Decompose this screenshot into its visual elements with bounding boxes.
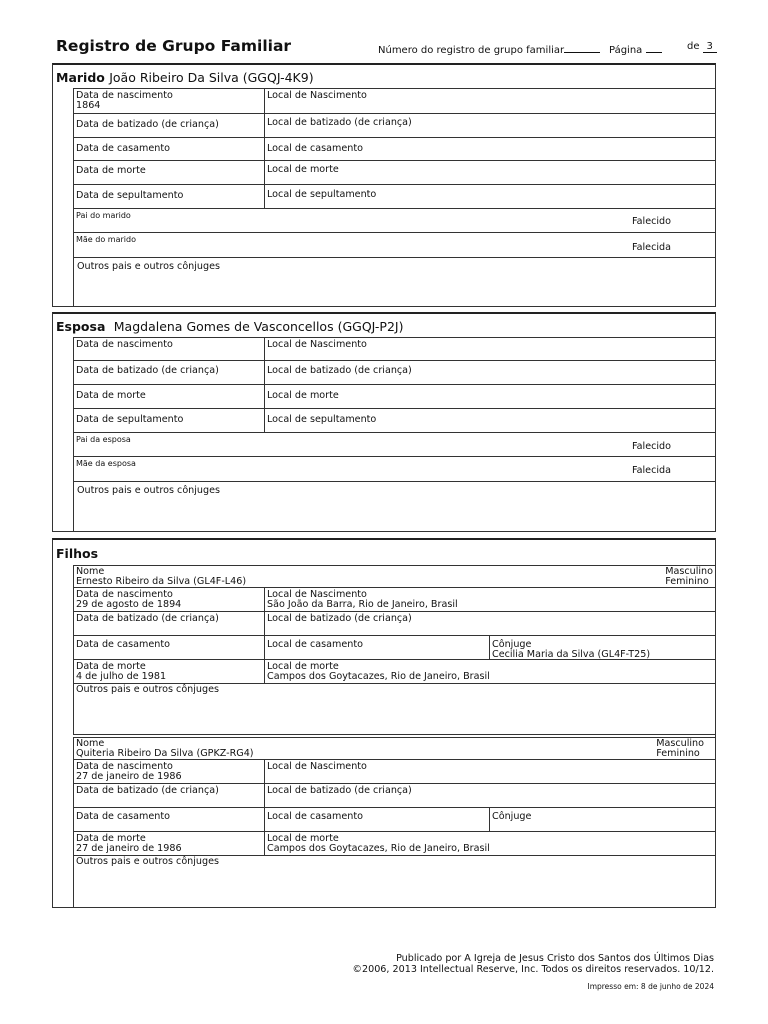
child-2-other-parents-label: Outros pais e outros cônjuges [76,856,220,867]
husband-burial-place-field[interactable]: Local de sepultamento [267,189,377,200]
husband-marriage-place-field[interactable]: Local de casamento [267,143,363,154]
page-number-field[interactable] [609,41,662,56]
child-1-birth-place-field[interactable]: Local de Nascimento São João da Barra, Rio de Janeiro, Brasil [267,589,458,610]
child-2-birth-place-field[interactable]: Local de Nascimento [267,761,367,772]
child-1-name-row[interactable]: Nome Ernesto Ribeiro da Silva (GL4F-L46) Masculino Feminino [76,566,713,587]
husband-other-row[interactable] [74,258,715,309]
wife-death-date-field[interactable]: Data de morte [74,385,265,408]
wife-mother-deceased[interactable]: Falecida [632,465,671,476]
children-heading: Filhos [56,546,99,561]
wife-mother-row[interactable] [74,457,715,482]
wife-burial-row [74,409,715,433]
footer-printed-date: Impresso em: 8 de junho de 2024 [587,982,714,991]
wife-father-deceased[interactable]: Falecido [632,441,671,452]
husband-death-row [74,161,715,185]
wife-mother-label: Mãe da esposa [76,459,136,468]
child-2-birth-row [74,760,715,784]
child-2-marriage-date-field[interactable]: Data de casamento [74,808,265,831]
child-1-baptism-place-field[interactable]: Local de batizado (de criança) [267,613,412,624]
child-block-1 [73,565,715,735]
children-section [52,538,716,908]
child-1-birth-row [74,588,715,612]
husband-baptism-date-field[interactable]: Data de batizado (de criança) [74,114,265,137]
husband-mother-deceased[interactable]: Falecida [632,242,671,253]
husband-burial-date-field[interactable]: Data de sepultamento [74,185,265,208]
husband-death-date-field[interactable]: Data de morte [74,161,265,184]
wife-baptism-place-field[interactable]: Local de batizado (de criança) [267,365,412,376]
child-2-birth-date-field[interactable]: Data de nascimento 27 de janeiro de 1986 [74,760,265,783]
footer-publisher [352,953,714,975]
husband-burial-row [74,185,715,209]
wife-birth-row [74,337,715,361]
husband-name: João Ribeiro Da Silva (GGQJ-4K9) [109,70,314,85]
child-1-spouse: Cecilia Maria da Silva (GL4F-T25) [492,649,651,660]
husband-mother-row[interactable] [74,233,715,258]
wife-death-place-field[interactable]: Local de morte [267,390,339,401]
child-2-name-row[interactable]: Nome Quiteria Ribeiro Da Silva (GPKZ-RG4) Masculino Feminino [74,737,715,760]
child-1-name: Ernesto Ribeiro da Silva (GL4F-L46) [76,576,247,587]
child-1-baptism-row [74,612,715,636]
wife-other-parents-label: Outros pais e outros cônjuges [77,485,221,496]
husband-marriage-date-field[interactable]: Data de casamento [74,138,265,160]
wife-burial-date-field[interactable]: Data de sepultamento [74,409,265,432]
husband-birth-place-field[interactable]: Local de Nascimento [267,90,367,101]
child-2-marriage-row [74,808,715,832]
child-1-marriage-row [74,636,715,660]
husband-father-label: Pai do marido [76,211,131,220]
child-2-spouse-field[interactable]: Cônjuge [492,811,532,822]
child-1-male[interactable]: Masculino [665,566,713,577]
footer-published-line: Publicado por A Igreja de Jesus Cristo dos Santos dos Últimos Dias [396,953,714,964]
child-2-baptism-date-field[interactable]: Data de batizado (de criança) [74,784,265,807]
child-1-death-date-field[interactable]: Data de morte 4 de julho de 1981 [74,660,265,683]
child-2-baptism-place-field[interactable]: Local de batizado (de criança) [267,785,412,796]
footer-copyright-line: ©2006, 2013 Intellectual Reserve, Inc. Todos os direitos reservados. 10/12. [352,964,714,975]
child-2-female[interactable]: Feminino [656,748,700,759]
child-1-other-parents-label: Outros pais e outros cônjuges [76,684,220,695]
record-number-label: Número do registro de grupo familiar [378,45,565,56]
husband-mother-label: Mãe do marido [76,235,136,244]
husband-baptism-row [74,114,715,138]
wife-burial-place-field[interactable]: Local de sepultamento [267,414,377,425]
page-of-field [687,41,717,53]
wife-father-label: Pai da esposa [76,435,131,444]
husband-death-place-field[interactable]: Local de morte [267,164,339,175]
record-number-line [564,41,600,53]
husband-baptism-place-field[interactable]: Local de batizado (de criança) [267,117,412,128]
child-1-spouse-field[interactable]: Cônjuge Cecilia Maria da Silva (GL4F-T25) [490,636,715,659]
record-number-field[interactable] [378,41,600,56]
child-2-death-row [74,832,715,856]
child-1-other-row[interactable] [74,684,715,735]
child-1-death-place-field[interactable]: Local de morte Campos dos Goytacazes, Rio de Janeiro, Brasil [267,661,490,682]
wife-death-row [74,385,715,409]
child-2-baptism-row [74,784,715,808]
page-label: Página [609,45,643,56]
wife-birth-place-field[interactable]: Local de Nascimento [267,339,367,350]
child-2-name: Quiteria Ribeiro Da Silva (GPKZ-RG4) [76,748,254,759]
child-1-baptism-date-field[interactable]: Data de batizado (de criança) [74,612,265,635]
form-title: Registro de Grupo Familiar [56,37,292,55]
husband-heading: Marido João Ribeiro Da Silva (GGQJ-4K9) [56,70,314,85]
child-block-2 [73,737,715,908]
child-1-death-row [74,660,715,684]
husband-birth-row [74,88,715,114]
husband-section [52,63,716,307]
child-2-other-row[interactable] [74,856,715,908]
wife-birth-date-field[interactable]: Data de nascimento [74,338,265,360]
child-2-marriage-place-field[interactable]: Local de casamento [265,808,490,831]
wife-baptism-date-field[interactable]: Data de batizado (de criança) [74,361,265,384]
wife-section [52,312,716,532]
husband-birth-date: 1864 [76,100,101,111]
husband-birth-date-field[interactable]: Data de nascimento 1864 [74,89,265,113]
wife-baptism-row [74,361,715,385]
of-label: de [687,41,700,52]
child-1-marriage-place-field[interactable]: Local de casamento [265,636,490,659]
child-2-death-date-field[interactable]: Data de morte 27 de janeiro de 1986 [74,832,265,855]
child-2-male[interactable]: Masculino [656,738,704,749]
husband-father-deceased[interactable]: Falecido [632,216,671,227]
wife-other-row[interactable] [74,482,715,533]
wife-heading: Esposa Magdalena Gomes de Vasconcellos (GGQJ-P2J) [56,319,404,334]
child-1-female[interactable]: Feminino [665,576,709,587]
wife-name: Magdalena Gomes de Vasconcellos (GGQJ-P2J) [113,319,404,334]
child-1-marriage-date-field[interactable]: Data de casamento [74,636,265,659]
husband-other-parents-label: Outros pais e outros cônjuges [77,261,221,272]
husband-father-row[interactable] [74,209,715,233]
child-2-death-place-field[interactable]: Local de morte Campos dos Goytacazes, Rio de Janeiro, Brasil [267,833,490,854]
child-1-birth-date-field[interactable]: Data de nascimento 29 de agosto de 1894 [74,588,265,611]
page-number-line [646,41,662,53]
of-value: 3 [703,41,717,53]
wife-father-row[interactable] [74,433,715,457]
husband-marriage-row [74,138,715,161]
